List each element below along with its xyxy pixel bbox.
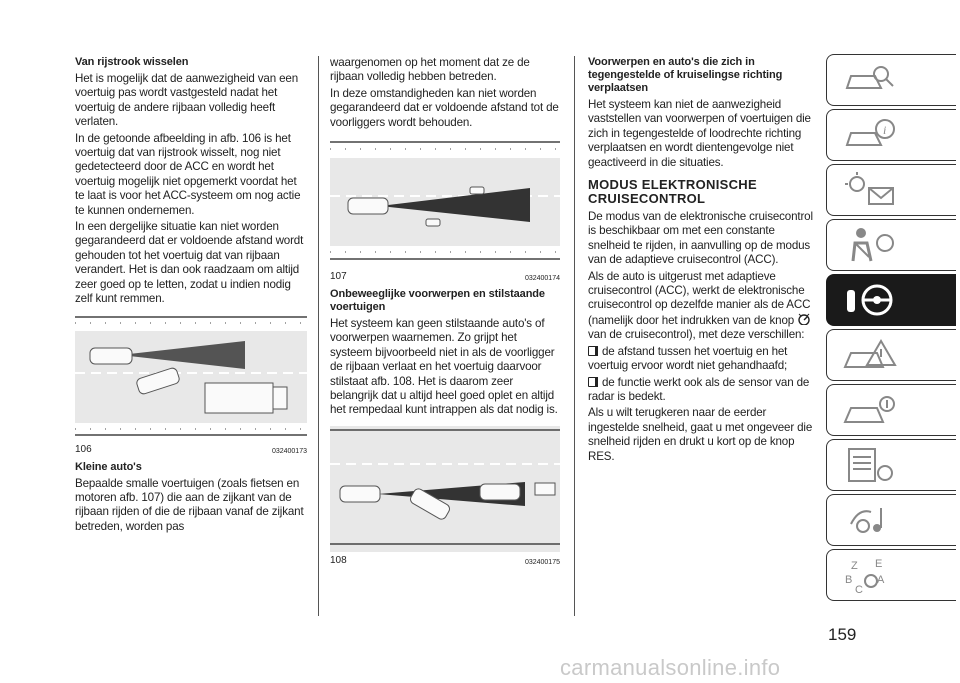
left-column [75,56,307,536]
paragraph-text: van de cruisecontrol), met deze verschillen: [588,328,805,342]
paragraph: Het systeem kan niet de aanwezigheid vaststellen van voorwerpen of voertuigen die zich in tegengestelde of loodrechte richting verplaatsen en wordt dientengevolge niet geactiveerd in die situaties. [588,98,811,169]
tab-index[interactable] [826,549,956,601]
svg-text:B: B [845,574,853,586]
page-number: 159 [828,625,857,644]
middle-column [330,56,560,572]
paragraph: In de getoonde afbeelding in afb. 106 is het voertuig dat van rijstrook wisselt, nog niet gedetecteerd door de ACC en wordt het voertuig mogelijk niet opgemerkt voordat het te laat is voor het ACC-systeem om nog actie te kunnen ondernemen. [75,131,301,217]
tab-maintenance[interactable] [826,384,956,436]
paragraph: Het systeem kan geen stilstaande auto's of voorwerpen waarnemen. Zo grijpt het systeem bijvoorbeeld niet in als de voorligger de rijbaan verlaat en het voertuig daarvoor stilstaat afb. 108. Het is daarom zeer belangrijk dat u altijd heel goed oplet en altijd het rempedaal kunt intrappen als dat nodig is. [330,317,558,417]
paragraph: De modus van de elektronische cruisecontrol is beschikbaar om met een constante snelheid te rijden, in aanvulling op de modus van de adaptieve cruisecontrol (ACC). [588,210,813,267]
lane-change-illustration [75,311,307,441]
paragraph-text: Als de auto is uitgerust met adaptieve cruisecontrol (ACC), werkt de elektronische cruisecontrol op dezelfde manier als de ACC (namelijk door het indrukken van de knop [588,269,811,327]
watermark: carmanualsonline.info [560,655,781,680]
heading-lane-change: Van rijstrook wisselen [75,56,189,68]
figure-number: 106 [75,443,92,455]
tab-multimedia[interactable] [826,494,956,546]
seatbelt-airbag-icon [841,225,901,265]
chapter-tabs [826,54,956,604]
key-steering-wheel-icon [841,280,901,320]
tab-safety[interactable] [826,219,956,271]
bullet-icon [588,377,598,387]
tab-starting-driving[interactable] [826,274,956,326]
bullet-text: de afstand tussen het voertuig en het voertuig ervoor wordt niet gehandhaafd; [588,344,788,373]
cruise-control-icon [797,313,811,325]
svg-text:i: i [883,123,887,137]
svg-text:Z: Z [851,560,858,572]
tab-car-search[interactable] [826,54,956,106]
figure-code: 032400173 [271,447,307,455]
figure-caption [330,271,560,282]
heading-crossing-objects: Voorwerpen en auto's die zich in tegengestelde of kruiselingse richting verplaatsen [588,56,783,94]
stationary-vehicle-illustration [330,426,560,552]
heading-small-cars: Kleine auto's [75,460,142,473]
column-divider [318,56,319,616]
car-hazard-icon [841,335,901,375]
car-service-icon [841,390,901,430]
car-info-icon [841,115,901,155]
multimedia-music-icon [841,500,901,540]
paragraph: Het is mogelijk dat de aanwezigheid van een voertuig pas wordt vastgesteld nadat het voertuig de andere rijbaan volledig heeft verlaten. [75,72,298,129]
svg-text:E: E [875,558,883,570]
heading-static-objects: Onbeweeglijke voorwerpen en stilstaande voertuigen [330,288,545,314]
column-divider [574,56,575,616]
figure-number: 107 [330,271,347,283]
tab-emergency[interactable] [826,329,956,381]
tab-specifications[interactable] [826,439,956,491]
paragraph: Als u wilt terugkeren naar de eerder ingestelde snelheid, gaat u met ongeveer die snelheid rijden en drukt u kort op de knop RES. [588,406,813,463]
bullet-item [588,345,818,374]
figure-caption [330,555,560,566]
tab-car-info[interactable] [826,109,956,161]
bullet-icon [588,346,598,356]
right-column [588,56,818,466]
figure-106 [75,311,307,441]
figure-107 [330,138,560,268]
figure-108 [330,426,560,552]
svg-text:A: A [877,574,885,586]
tab-warning-lights[interactable] [826,164,956,216]
bullet-text: de functie werkt ook als de sensor van de radar is bedekt. [588,375,810,403]
paragraph: In deze omstandigheden kan niet worden gegarandeerd dat er voldoende afstand tot de voorliggers wordt behouden. [330,86,559,129]
specifications-list-icon [841,445,901,485]
figure-number: 108 [330,554,347,566]
figure-code: 032400174 [524,275,560,283]
alphabetical-index-icon [841,555,901,595]
svg-text:C: C [855,584,863,595]
paragraph: In een dergelijke situatie kan niet worden gegarandeerd dat er voldoende afstand wordt gehouden tot het voertuig dat van rijbaan verandert. Het is dan ook raadzaam om altijd zeer goed op te letten, zodat u indien nodig zelf kunt remmen. [75,220,304,306]
figure-caption [75,444,307,455]
figure-code: 032400175 [524,558,560,566]
paragraph: waargenomen op het moment dat ze de rijbaan volledig hebben betreden. [330,56,530,84]
paragraph: Bepaalde smalle voertuigen (zoals fietsen en motoren afb. 107) die aan de zijkant van de rijbaan rijden of die de rijbaan vanaf de zijkant betreden, worden pas [75,476,304,533]
car-search-icon [841,60,901,100]
small-vehicles-illustration [330,138,560,268]
paragraph [588,270,818,343]
bullet-item [588,376,818,405]
section-heading: MODUS ELEKTRONISCHE CRUISECONTROL [588,177,757,207]
warning-light-envelope-icon [841,170,901,210]
